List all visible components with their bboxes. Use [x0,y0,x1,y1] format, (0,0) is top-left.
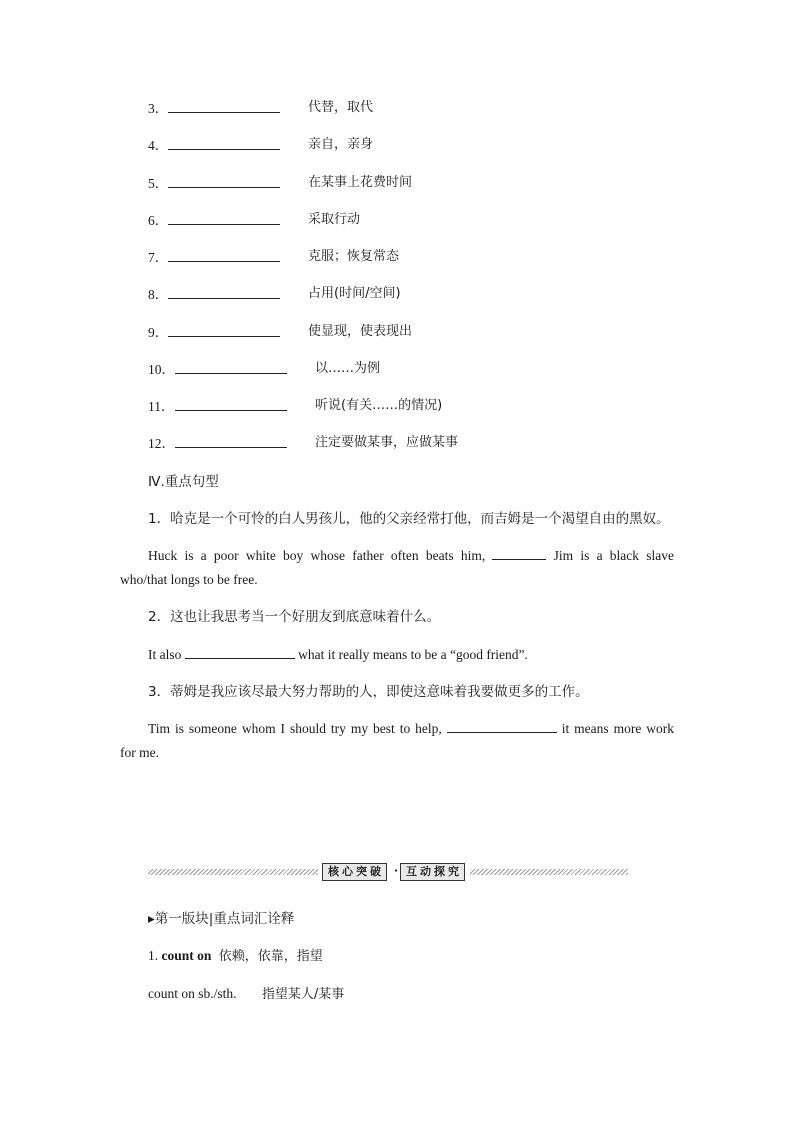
vocab-row [148,135,374,156]
item-meaning: 使显现，使表现出 [308,324,413,339]
sentence-text: Tim is someone whom I should try my best to help, [148,721,442,736]
sentence-text: Huck is a poor white boy whose father often beats him, [148,548,486,563]
item-meaning: 占用(时间/空间) [308,286,401,301]
sentence-english [148,717,674,741]
answer-blank[interactable] [175,396,287,411]
item-number: 8． [148,287,169,302]
item-number: 12． [148,436,175,451]
sentence-text: it means more work [561,721,675,736]
answer-blank[interactable] [168,98,280,113]
sentence-text: It also [148,647,182,662]
answer-blank[interactable] [168,210,280,225]
answer-blank[interactable] [168,135,280,150]
answer-blank[interactable] [168,247,280,262]
banner-separator: · [394,864,399,877]
entry-number: 1. [148,948,159,963]
item-number: 4． [148,138,169,153]
item-meaning: 在某事上花费时间 [308,175,413,190]
vocab-row [148,396,443,417]
answer-blank[interactable] [492,545,546,560]
usage-line [148,982,344,1007]
item-meaning: 采取行动 [308,212,361,227]
sentence-english-continued: who/that longs to be free. [120,572,258,587]
answer-blank[interactable] [175,433,287,448]
vocab-row [148,210,361,231]
answer-blank[interactable] [168,173,280,188]
usage-english: count on sb./sth. [148,986,237,1001]
vocab-row [148,359,381,380]
block-title: ▸第一版块|重点词汇诠释 [148,911,295,927]
sentence-text: Jim is a black slave [553,548,674,563]
item-meaning: 亲自，亲身 [308,137,374,152]
item-number: 5． [148,176,169,191]
vocab-row [148,284,401,305]
sentence-chinese: 1．哈克是一个可怜的白人男孩儿，他的父亲经常打他，而吉姆是一个渴望自由的黑奴。 [148,511,670,527]
item-meaning: 注定要做某事，应做某事 [315,435,459,450]
usage-chinese: 指望某人/某事 [261,987,345,1002]
sentence-text: what it really means to be a “good friend”. [298,647,528,662]
answer-blank[interactable] [175,359,287,374]
banner-label-right: 互动探究 [400,863,465,881]
entry-meaning: 依赖，依靠，指望 [218,949,323,964]
item-number: 9． [148,325,169,340]
sentence-english-continued: for me. [120,745,159,760]
answer-blank[interactable] [447,718,557,733]
item-number: 11． [148,399,175,414]
section-heading: Ⅳ.重点句型 [148,474,219,490]
vocab-row [148,173,413,194]
item-number: 7． [148,250,169,265]
item-meaning: 听说(有关……的情况) [315,398,443,413]
sentence-english [148,643,528,667]
vocab-entry [148,944,323,969]
item-number: 3． [148,101,169,116]
entry-term: count on [161,948,212,963]
item-meaning: 克服；恢复常态 [308,249,400,264]
banner-hatch-left [148,869,318,875]
answer-blank[interactable] [168,322,280,337]
sentence-chinese: 3．蒂姆是我应该尽最大努力帮助的人，即使这意味着我要做更多的工作。 [148,684,589,700]
sentence-chinese: 2．这也让我思考当一个好朋友到底意味着什么。 [148,609,441,625]
item-meaning: 以……为例 [315,361,381,376]
vocab-row [148,433,459,454]
item-meaning: 代替，取代 [308,100,374,115]
vocab-row [148,322,413,343]
vocab-row [148,98,374,119]
item-number: 10． [148,362,175,377]
section-banner [148,862,628,882]
answer-blank[interactable] [185,644,295,659]
banner-label-left: 核心突破 [322,863,387,881]
answer-blank[interactable] [168,284,280,299]
vocab-row [148,247,400,268]
item-number: 6． [148,213,169,228]
banner-hatch-right [470,869,628,875]
sentence-english [148,544,674,568]
